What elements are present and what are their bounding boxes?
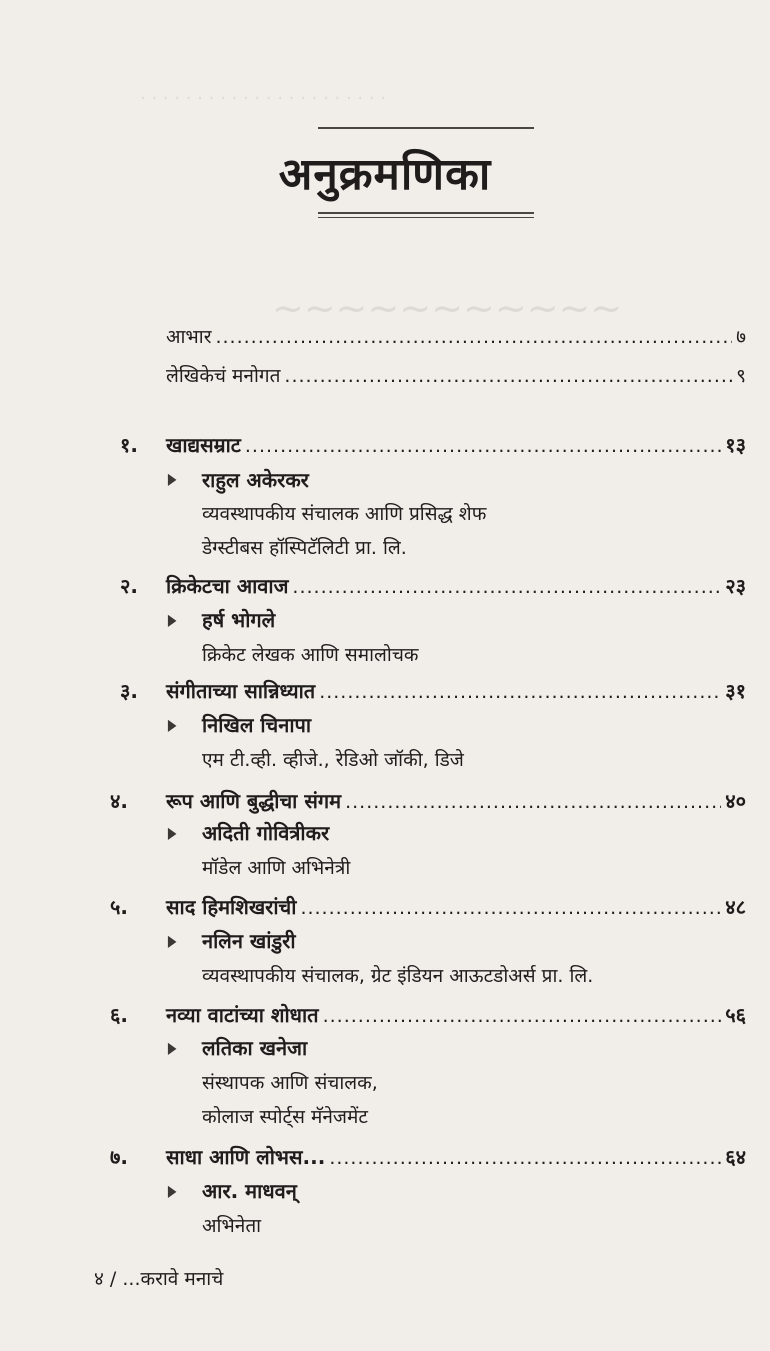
bullet-icon: ▶ bbox=[167, 823, 177, 842]
leader-dots bbox=[323, 1005, 722, 1027]
bullet-icon: ▶ bbox=[167, 931, 177, 950]
person-description: क्रिकेट लेखक आणि समालोचक bbox=[202, 644, 419, 666]
chapter-number: ७. bbox=[110, 1145, 128, 1169]
bullet-icon: ▶ bbox=[167, 1181, 177, 1200]
title-rule-bottom bbox=[318, 212, 534, 218]
chapter-entry bbox=[166, 1001, 746, 1028]
person-name: अदिती गोवित्रीकर bbox=[202, 821, 330, 845]
person-name: हर्ष भोगले bbox=[202, 608, 276, 632]
chapter-title: नव्या वाटांच्या शोधात bbox=[166, 1003, 319, 1027]
chapter-entry bbox=[166, 677, 746, 704]
chapter-title: रूप आणि बुद्धीचा संगम bbox=[166, 789, 342, 813]
front-entry-page: ७ bbox=[736, 326, 746, 348]
person-description: मॉडेल आणि अभिनेत्री bbox=[202, 857, 351, 879]
front-entry-label: लेखिकेचं मनोगत bbox=[166, 365, 281, 387]
person-description: एम टी.व्ही. व्हीजे., रेडिओ जॉकी, डिजे bbox=[202, 749, 464, 771]
chapter-title: खाद्यसम्राट bbox=[166, 433, 241, 457]
front-entry-label: आभार bbox=[166, 326, 212, 348]
person-description: अभिनेता bbox=[202, 1215, 262, 1237]
person-name: लतिका खनेजा bbox=[202, 1036, 308, 1060]
chapter-title: संगीताच्या सान्निध्यात bbox=[166, 679, 316, 703]
bullet-icon: ▶ bbox=[167, 1038, 177, 1057]
chapter-page: ४० bbox=[725, 789, 746, 813]
front-entry-page: ९ bbox=[736, 365, 746, 387]
leader-dots bbox=[319, 681, 721, 703]
chapter-number: १. bbox=[120, 433, 138, 457]
leader-dots bbox=[284, 365, 732, 387]
chapter-number: ३. bbox=[120, 679, 138, 703]
chapter-entry bbox=[166, 572, 746, 599]
chapter-entry bbox=[166, 893, 746, 920]
leader-dots bbox=[245, 435, 721, 457]
chapter-entry bbox=[166, 787, 746, 814]
chapter-page: २३ bbox=[725, 574, 746, 598]
person-name: नलिन खांडुरी bbox=[202, 929, 296, 953]
chapter-number: २. bbox=[120, 574, 138, 598]
person-name: आर. माधवन् bbox=[202, 1179, 297, 1203]
bullet-icon: ▶ bbox=[167, 610, 177, 629]
person-description: डेग्स्टीबस हॉस्पिटॅलिटी प्रा. लि. bbox=[202, 537, 407, 559]
leader-dots bbox=[215, 326, 732, 348]
person-description: व्यवस्थापकीय संचालक आणि प्रसिद्ध शेफ bbox=[202, 503, 487, 525]
chapter-page: ३१ bbox=[725, 679, 746, 703]
person-description: व्यवस्थापकीय संचालक, ग्रेट इंडियन आऊटडोअर्स प्रा. लि. bbox=[202, 965, 594, 987]
person-name: निखिल चिनापा bbox=[202, 713, 312, 737]
chapter-title: साधा आणि लोभस... bbox=[166, 1145, 326, 1169]
chapter-number: ४. bbox=[110, 789, 128, 813]
chapter-page: ४८ bbox=[725, 895, 746, 919]
leader-dots bbox=[329, 1147, 721, 1169]
show-through-text: · · · · · · · · · · · · · · · · · · · · · · bbox=[140, 88, 387, 109]
chapter-number: ६. bbox=[110, 1003, 128, 1027]
page-footer: ४ / ...करावे मनाचे bbox=[94, 1268, 224, 1290]
front-entry bbox=[166, 323, 746, 349]
leader-dots bbox=[300, 897, 721, 919]
chapter-title: क्रिकेटचा आवाज bbox=[166, 574, 289, 598]
chapter-entry bbox=[166, 1143, 746, 1170]
chapter-title: साद हिमशिखरांची bbox=[166, 895, 297, 919]
bullet-icon: ▶ bbox=[167, 469, 177, 488]
leader-dots bbox=[345, 791, 721, 813]
page-title: अनुक्रमणिका bbox=[278, 149, 492, 200]
front-entry bbox=[166, 362, 746, 388]
chapter-page: ५६ bbox=[725, 1003, 746, 1027]
bullet-icon: ▶ bbox=[167, 715, 177, 734]
person-description: कोलाज स्पोर्ट्स मॅनेजमेंट bbox=[202, 1106, 368, 1128]
person-description: संस्थापक आणि संचालक, bbox=[202, 1072, 378, 1094]
chapter-entry bbox=[166, 431, 746, 458]
title-rule-top bbox=[318, 127, 534, 129]
chapter-page: १३ bbox=[725, 433, 746, 457]
show-through-title: ~~~~~~~~~~~ bbox=[272, 286, 623, 330]
chapter-number: ५. bbox=[110, 895, 128, 919]
person-name: राहुल अकेरकर bbox=[202, 468, 309, 492]
leader-dots bbox=[292, 576, 721, 598]
chapter-page: ६४ bbox=[725, 1145, 746, 1169]
